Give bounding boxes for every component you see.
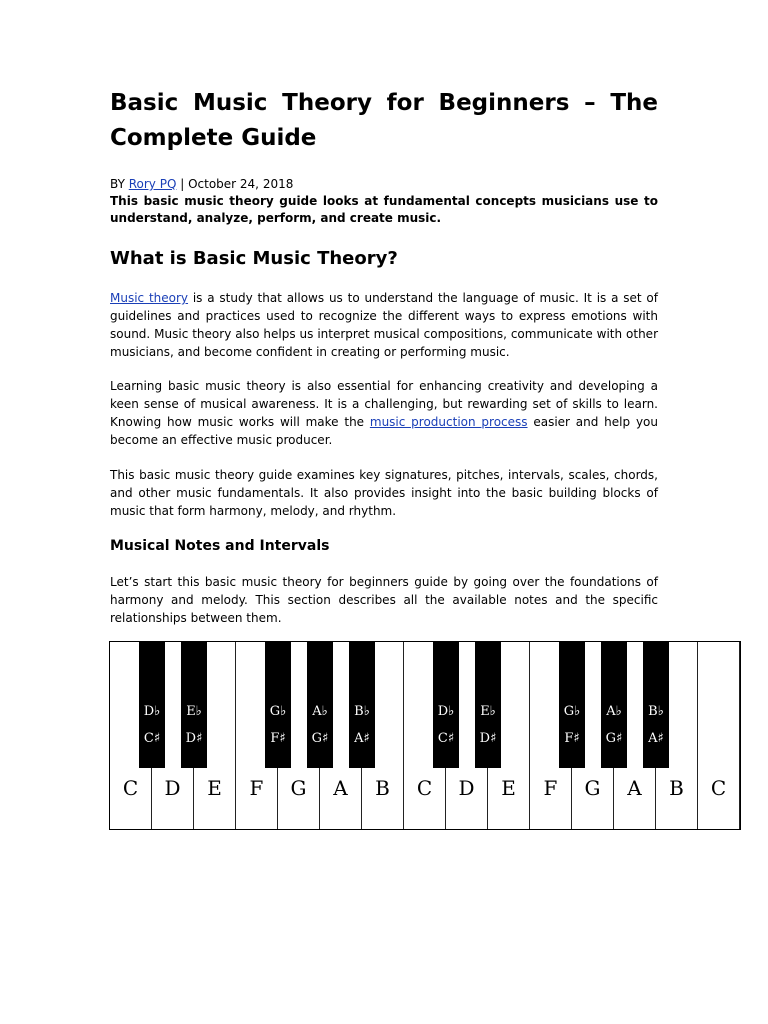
paragraph-text: is a study that allows us to understand the language of music. It is a set of guidelines and practices used to recognize the different ways to express emotions with sound. Music theory also helps us interpret musical compositions, communicate with other musicians, and become confident in creating or performing music. [110,291,658,359]
paragraph-text: easier and help you become an effective music producer. [110,415,658,447]
black-key-flat-label: A♭ [312,704,328,719]
black-key-flat-label: D♭ [437,704,455,719]
black-key-flat-label: G♭ [269,704,287,719]
article-intro: This basic music theory guide looks at fundamental concepts musicians use to understand, analyze, perform, and create music. [110,194,658,225]
author-link[interactable]: Rory PQ [128,177,177,191]
black-key-sharp-label: F♯ [270,731,286,746]
black-key [139,642,165,768]
black-key [475,642,501,768]
black-key [307,642,333,768]
black-key [181,642,207,768]
black-key-flat-label: E♭ [186,704,202,719]
article-title: Basic Music Theory for Beginners – The Complete Guide [110,90,658,151]
black-key [349,642,375,768]
black-key-sharp-label: C♯ [437,731,455,746]
black-key [643,642,669,768]
white-key-label: F [543,776,558,800]
black-key-sharp-label: G♯ [311,731,329,746]
black-key [265,642,291,768]
white-key-label: G [290,776,307,800]
white-key-label: F [249,776,264,800]
paragraph-guide-overview: This basic music theory guide examines key signatures, pitches, intervals, scales, chords, and other music fundamentals. It also provides insight into the basic building blocks of music that form harmony, melody, and rhythm. [110,468,658,518]
white-key-label: G [584,776,601,800]
black-key-sharp-label: F♯ [564,731,580,746]
white-key-label: A [627,776,642,800]
white-key-label: D [164,776,181,800]
white-key-label: B [669,776,684,800]
paragraph-notes-intro: Let’s start this basic music theory for beginners guide by going over the foundations of harmony and melody. This section describes all the available notes and the specific relationships between them. [110,575,658,625]
black-key-sharp-label: A♯ [648,731,664,746]
black-key-flat-label: A♭ [606,704,622,719]
black-key-flat-label: E♭ [480,704,496,719]
white-key-label: A [333,776,348,800]
paragraph-text: Learning basic music theory is also essential for enhancing creativity and developing a keen sense of musical awareness. It is a challenging, but rewarding set of skills to learn. Knowing how music works will make the [110,379,658,429]
black-key-flat-label: B♭ [648,704,664,719]
black-key-sharp-label: D♯ [479,731,497,746]
section-heading: What is Basic Music Theory? [110,248,398,269]
music-production-link[interactable]: music production process [369,415,528,429]
publish-date: October 24, 2018 [188,177,294,191]
black-key [559,642,585,768]
white-key-label: E [501,776,516,800]
white-key-label: C [122,776,139,800]
black-key-flat-label: G♭ [563,704,581,719]
white-key-label: C [710,776,727,800]
piano-keyboard-diagram [109,641,741,830]
black-key-sharp-label: C♯ [143,731,161,746]
black-key-sharp-label: A♯ [354,731,370,746]
black-key [601,642,627,768]
subheading-notes-intervals: Musical Notes and Intervals [110,538,330,554]
black-key-flat-label: B♭ [354,704,370,719]
black-key-sharp-label: D♯ [185,731,203,746]
byline [110,176,293,193]
black-key [433,642,459,768]
white-key-label: C [416,776,433,800]
black-key-sharp-label: G♯ [605,731,623,746]
byline-separator: | [176,177,189,191]
paragraph-music-theory [110,289,658,361]
white-key-label: B [375,776,390,800]
white-key-label: D [458,776,475,800]
white-key [698,642,740,830]
black-key-flat-label: D♭ [143,704,161,719]
paragraph-learning [110,377,658,449]
white-key-label: E [207,776,222,800]
byline-prefix: BY [110,177,129,191]
music-theory-link[interactable]: Music theory [110,291,189,305]
